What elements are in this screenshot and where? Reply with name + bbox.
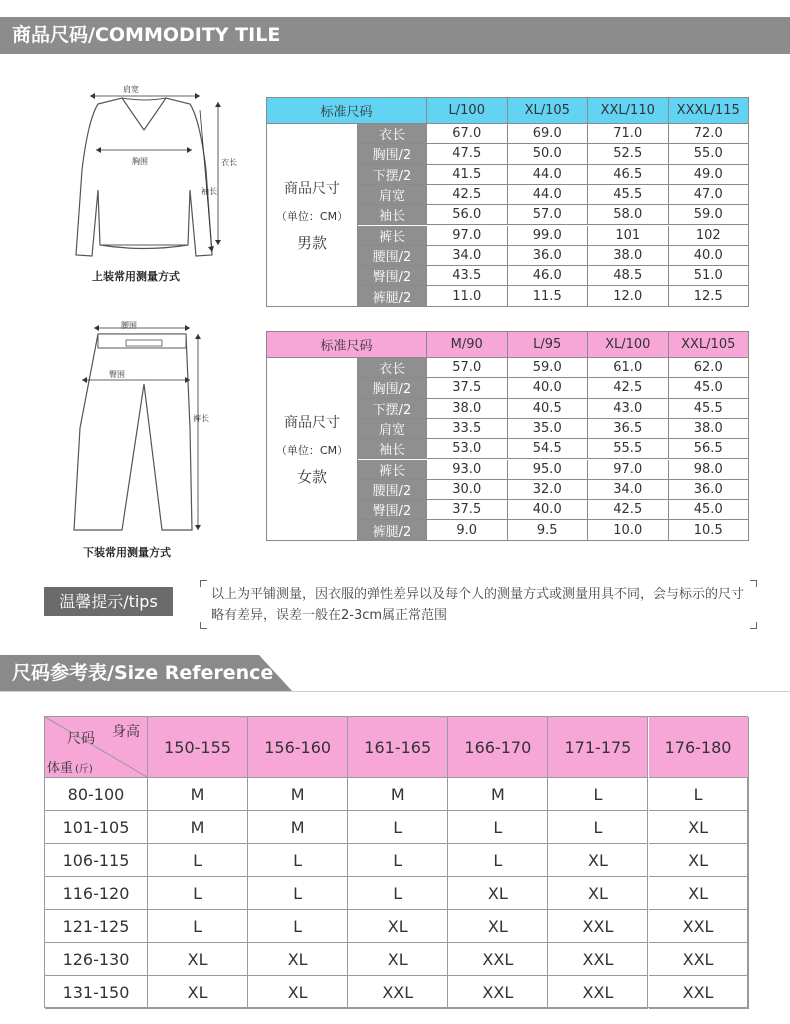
measurement-value-cell: 40.0 — [508, 500, 589, 520]
measurement-label-cell: 臀围/2 — [358, 266, 427, 286]
measurement-value-cell: 71.0 — [588, 124, 669, 144]
side-unit: （单位：CM） — [275, 209, 349, 223]
sleeve-label: 袖长 — [201, 187, 217, 196]
measurement-value-cell: 46.5 — [588, 165, 669, 185]
height-header-cell: 156-160 — [248, 717, 348, 778]
size-header-cell: L/100 — [427, 98, 508, 124]
measurement-label-cell: 腰围/2 — [358, 246, 427, 266]
measurement-label-cell: 裤腿/2 — [358, 286, 427, 306]
header-label-cell — [267, 98, 427, 124]
chest-label: 胸围 — [132, 157, 148, 166]
size-value-cell: M — [448, 778, 548, 811]
top-garment-illustration — [40, 80, 250, 265]
size-header-cell: XL/105 — [508, 98, 589, 124]
measurement-value-cell: 99.0 — [508, 226, 589, 246]
pants-length-label: 裤长 — [193, 414, 209, 423]
divider — [0, 691, 790, 692]
measurement-value-cell: 97.0 — [427, 226, 508, 246]
size-value-cell: XXL — [649, 910, 749, 943]
measurement-value-cell: 102 — [669, 226, 750, 246]
measurement-label-cell: 胸围/2 — [358, 144, 427, 164]
measurement-value-cell: 58.0 — [588, 205, 669, 225]
size-value-cell: L — [548, 778, 648, 811]
size-value-cell: XL — [348, 910, 448, 943]
measurement-value-cell: 38.0 — [588, 246, 669, 266]
men-size-table — [266, 97, 749, 307]
size-value-cell: XL — [148, 943, 248, 976]
size-value-cell: XL — [649, 811, 749, 844]
hip-label: 臀围 — [109, 370, 125, 379]
measurement-value-cell: 11.5 — [508, 286, 589, 306]
measurement-label-cell: 下摆/2 — [358, 165, 427, 185]
measurement-value-cell: 47.0 — [669, 185, 750, 205]
measurement-label-cell: 裤长 — [358, 460, 427, 480]
size-value-cell: L — [348, 844, 448, 877]
measurement-value-cell: 43.0 — [588, 399, 669, 419]
measurement-value-cell: 36.5 — [588, 419, 669, 439]
size-value-cell: L — [248, 844, 348, 877]
measurement-value-cell: 50.0 — [508, 144, 589, 164]
measurement-label-cell: 袖长 — [358, 205, 427, 225]
size-value-cell: M — [148, 778, 248, 811]
weight-label-cell: 121-125 — [45, 910, 148, 943]
measurement-value-cell: 46.0 — [508, 266, 589, 286]
size-header-cell: XXXL/115 — [669, 98, 750, 124]
size-value-cell: L — [548, 811, 648, 844]
measurement-value-cell: 45.0 — [669, 500, 750, 520]
measurement-value-cell: 101 — [588, 226, 669, 246]
size-value-cell: XXL — [348, 976, 448, 1009]
measurement-value-cell: 48.5 — [588, 266, 669, 286]
measurement-value-cell: 93.0 — [427, 460, 508, 480]
measurement-value-cell: 59.0 — [508, 358, 589, 378]
size-value-cell: XXL — [448, 943, 548, 976]
measurement-label-cell: 肩宽 — [358, 185, 427, 205]
section-banner-commodity — [0, 17, 790, 54]
header-label: 标准尺码 — [320, 339, 373, 354]
size-value-cell: XXL — [548, 910, 648, 943]
measurement-value-cell: 45.5 — [669, 399, 750, 419]
measurement-value-cell: 42.5 — [588, 378, 669, 398]
weight-label-cell: 106-115 — [45, 844, 148, 877]
measurement-value-cell: 37.5 — [427, 500, 508, 520]
size-value-cell: XL — [448, 877, 548, 910]
section-title: 商品尺码/COMMODITY TILE — [12, 24, 281, 46]
size-value-cell: L — [148, 844, 248, 877]
size-header-cell: M/90 — [427, 332, 508, 358]
measurement-value-cell: 12.0 — [588, 286, 669, 306]
measurement-value-cell: 40.5 — [508, 399, 589, 419]
height-header-cell: 176-180 — [649, 717, 749, 778]
measurement-value-cell: 9.5 — [508, 520, 589, 540]
measurement-value-cell: 97.0 — [588, 460, 669, 480]
size-value-cell: XL — [248, 943, 348, 976]
measurement-label-cell: 袖长 — [358, 439, 427, 459]
size-value-cell: XL — [248, 976, 348, 1009]
measurement-value-cell: 43.5 — [427, 266, 508, 286]
header-label-cell — [267, 332, 427, 358]
measurement-value-cell: 40.0 — [669, 246, 750, 266]
size-value-cell: M — [248, 811, 348, 844]
height-header-cell: 161-165 — [348, 717, 448, 778]
women-size-table — [266, 331, 749, 541]
measurement-value-cell: 36.0 — [669, 480, 750, 500]
measurement-value-cell: 59.0 — [669, 205, 750, 225]
measurement-value-cell: 36.0 — [508, 246, 589, 266]
measurement-value-cell: 61.0 — [588, 358, 669, 378]
measurement-value-cell: 34.0 — [427, 246, 508, 266]
measurement-value-cell: 53.0 — [427, 439, 508, 459]
measurement-value-cell: 45.0 — [669, 378, 750, 398]
size-value-cell: L — [248, 910, 348, 943]
measurement-value-cell: 55.5 — [588, 439, 669, 459]
size-value-cell: XXL — [448, 976, 548, 1009]
measurement-value-cell: 38.0 — [427, 399, 508, 419]
size-value-cell: XXL — [649, 943, 749, 976]
size-header-cell: XXL/110 — [588, 98, 669, 124]
size-value-cell: XXL — [548, 976, 648, 1009]
size-header-cell: XXL/105 — [669, 332, 750, 358]
weight-label-cell: 126-130 — [45, 943, 148, 976]
tips-text: 以上为平铺测量，因衣服的弹性差异以及每个人的测量方式或测量用具不同，会与标示的尺寸略有差异，误差一般在2-3cm属正常范围 — [211, 587, 745, 623]
measurement-label-cell: 下摆/2 — [358, 399, 427, 419]
measurement-value-cell: 12.5 — [669, 286, 750, 306]
measurement-label-cell: 胸围/2 — [358, 378, 427, 398]
measurement-value-cell: 33.5 — [427, 419, 508, 439]
measurement-value-cell: 62.0 — [669, 358, 750, 378]
corner-weight-unit: (斤) — [75, 764, 93, 775]
measurement-value-cell: 11.0 — [427, 286, 508, 306]
measurement-value-cell: 57.0 — [508, 205, 589, 225]
weight-label-cell: 101-105 — [45, 811, 148, 844]
size-value-cell: M — [148, 811, 248, 844]
measurement-value-cell: 30.0 — [427, 480, 508, 500]
size-value-cell: L — [248, 877, 348, 910]
bottom-garment-caption: 下装常用测量方式 — [83, 546, 171, 559]
header-label: 标准尺码 — [320, 105, 373, 120]
measurement-value-cell: 56.5 — [669, 439, 750, 459]
size-value-cell: XXL — [548, 943, 648, 976]
side-gender: 男款 — [296, 233, 327, 252]
side-title: 商品尺寸 — [284, 180, 340, 197]
top-garment-caption: 上装常用测量方式 — [92, 270, 180, 283]
size-value-cell: XL — [348, 943, 448, 976]
side-label-cell — [267, 124, 358, 307]
waist-label: 腰围 — [121, 321, 137, 330]
measurement-label-cell: 裤腿/2 — [358, 520, 427, 540]
measurement-value-cell: 95.0 — [508, 460, 589, 480]
bottom-garment-illustration — [60, 318, 220, 543]
measurement-value-cell: 56.0 — [427, 205, 508, 225]
measurement-value-cell: 69.0 — [508, 124, 589, 144]
measurement-value-cell: 57.0 — [427, 358, 508, 378]
side-unit: （单位：CM） — [275, 443, 349, 457]
section-title: 尺码参考表/Size Reference — [12, 662, 274, 684]
measurement-value-cell: 51.0 — [669, 266, 750, 286]
measurement-value-cell: 67.0 — [427, 124, 508, 144]
measurement-value-cell: 35.0 — [508, 419, 589, 439]
size-value-cell: XL — [448, 910, 548, 943]
measurement-value-cell: 10.5 — [669, 520, 750, 540]
length-label: 衣长 — [221, 158, 237, 167]
measurement-value-cell: 49.0 — [669, 165, 750, 185]
measurement-value-cell: 44.0 — [508, 185, 589, 205]
size-header-cell: XL/100 — [588, 332, 669, 358]
height-header-cell: 150-155 — [148, 717, 248, 778]
size-reference-table — [44, 716, 748, 1008]
measurement-label-cell: 肩宽 — [358, 419, 427, 439]
measurement-value-cell: 44.0 — [508, 165, 589, 185]
tips-tag-label: 温馨提示/tips — [59, 592, 158, 611]
size-value-cell: L — [448, 811, 548, 844]
corner-height: 身高 — [112, 724, 140, 740]
measurement-value-cell: 98.0 — [669, 460, 750, 480]
corner-cell — [45, 717, 148, 778]
size-value-cell: L — [148, 877, 248, 910]
measurement-value-cell: 45.5 — [588, 185, 669, 205]
bracket-corner — [200, 622, 207, 629]
measurement-value-cell: 34.0 — [588, 480, 669, 500]
weight-label-cell: 116-120 — [45, 877, 148, 910]
measurement-value-cell: 41.5 — [427, 165, 508, 185]
measurement-value-cell: 54.5 — [508, 439, 589, 459]
size-value-cell: XXL — [649, 976, 749, 1009]
size-value-cell: XL — [649, 844, 749, 877]
measurement-value-cell: 38.0 — [669, 419, 750, 439]
measurement-value-cell: 10.0 — [588, 520, 669, 540]
measurement-label-cell: 衣长 — [358, 358, 427, 378]
size-header-cell: L/95 — [508, 332, 589, 358]
size-value-cell: M — [348, 778, 448, 811]
measurement-value-cell: 47.5 — [427, 144, 508, 164]
measurement-value-cell: 32.0 — [508, 480, 589, 500]
size-value-cell: L — [148, 910, 248, 943]
side-title: 商品尺寸 — [284, 414, 340, 431]
shoulder-label: 肩宽 — [123, 85, 139, 94]
measurement-value-cell: 55.0 — [669, 144, 750, 164]
measurement-label-cell: 衣长 — [358, 124, 427, 144]
weight-label-cell: 131-150 — [45, 976, 148, 1009]
measurement-value-cell: 42.5 — [588, 500, 669, 520]
corner-weight: 体重 — [47, 761, 74, 776]
height-header-cell: 171-175 — [548, 717, 648, 778]
size-value-cell: L — [348, 877, 448, 910]
measurement-value-cell: 40.0 — [508, 378, 589, 398]
size-value-cell: L — [649, 778, 749, 811]
size-value-cell: M — [248, 778, 348, 811]
measurement-value-cell: 37.5 — [427, 378, 508, 398]
section-banner-size-reference — [0, 655, 292, 692]
measurement-value-cell: 42.5 — [427, 185, 508, 205]
size-value-cell: XL — [649, 877, 749, 910]
size-value-cell: XL — [548, 844, 648, 877]
size-value-cell: XL — [548, 877, 648, 910]
weight-label-cell: 80-100 — [45, 778, 148, 811]
measurement-value-cell: 52.5 — [588, 144, 669, 164]
measurement-label-cell: 臀围/2 — [358, 500, 427, 520]
size-value-cell: L — [348, 811, 448, 844]
side-label-cell — [267, 358, 358, 541]
measurement-label-cell: 裤长 — [358, 226, 427, 246]
bracket-corner — [200, 580, 207, 587]
size-value-cell: XL — [148, 976, 248, 1009]
height-header-cell: 166-170 — [448, 717, 548, 778]
measurement-value-cell: 72.0 — [669, 124, 750, 144]
size-value-cell: L — [448, 844, 548, 877]
tips-tag — [44, 587, 173, 616]
corner-size: 尺码 — [67, 731, 95, 747]
measurement-value-cell: 9.0 — [427, 520, 508, 540]
side-gender: 女款 — [296, 467, 327, 486]
measurement-label-cell: 腰围/2 — [358, 480, 427, 500]
